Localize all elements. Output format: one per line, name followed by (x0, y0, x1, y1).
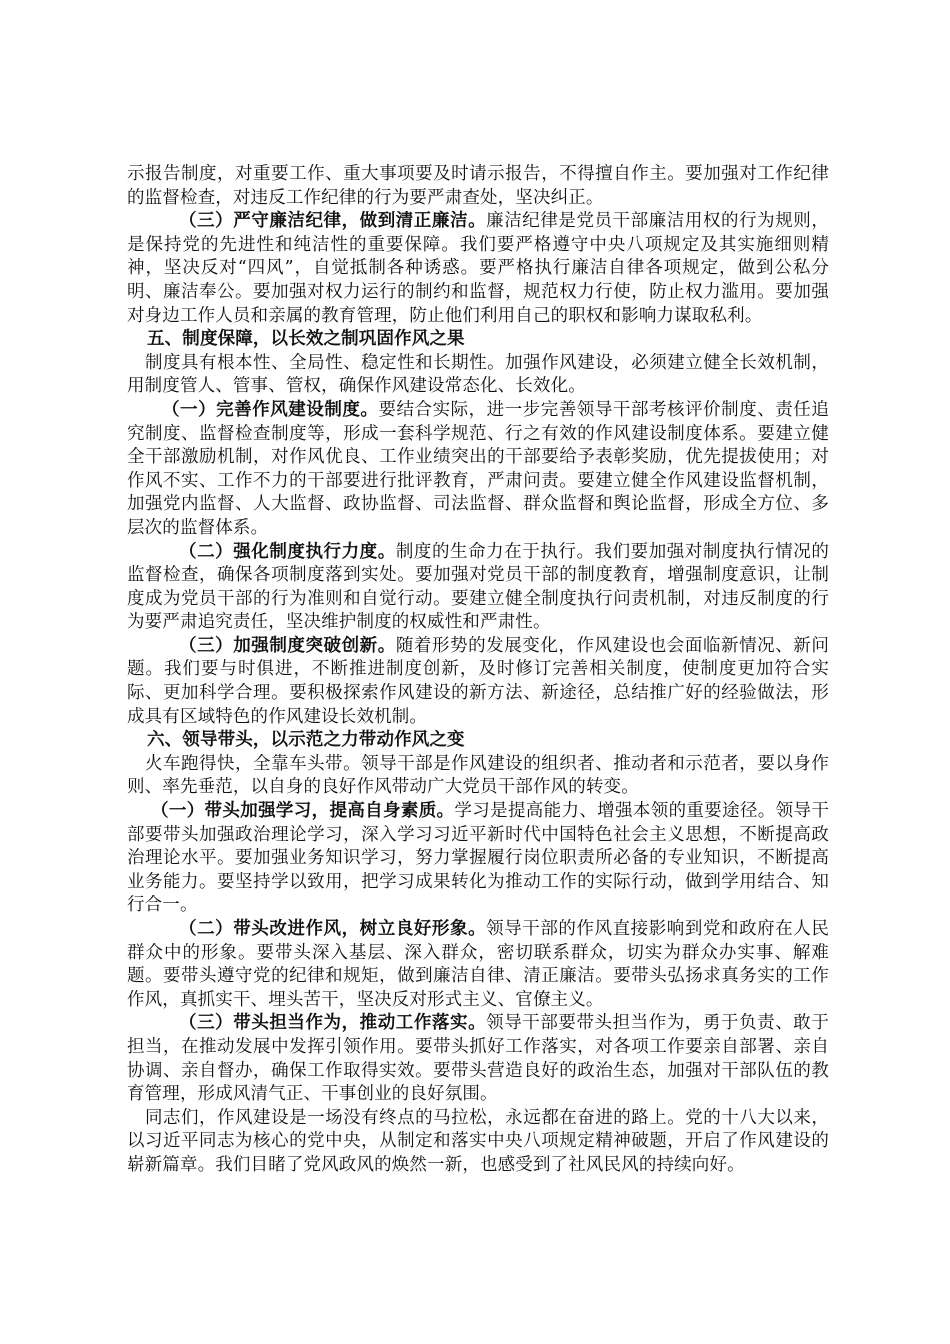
paragraph-lead: （一）带头加强学习，提高自身素质。 (151, 801, 455, 822)
paragraph (127, 399, 829, 541)
paragraph (127, 800, 829, 918)
paragraph-lead: （一）完善作风建设制度。 (162, 399, 379, 420)
paragraph (127, 1012, 829, 1106)
section-heading: 五、制度保障，以长效之制巩固作风之果 (147, 329, 465, 350)
paragraph (127, 918, 829, 1012)
paragraph-text: 学习是提高能力、增强本领的重要途径。领导干部要带头加强政治理论学习，深入学习习近平新时代中国特色社会主义思想，不断提高政治理论水平。要加强业务知识学习，努力掌握履行岗位职责所必备的专业知识，不断提高业务能力。要坚持学以致用，把学习成果转化为推动工作的实际行动，做到学用结合、知行合一。 (127, 801, 829, 916)
paragraph-text: 随着形势的发展变化，作风建设也会面临新情况、新问题。我们要与时俱进，不断推进制度创新，及时修订完善相关制度，使制度更加符合实际、更加科学合理。要积极探索作风建设的新方法、新途径，总结推广好的经验做法，形成具有区域特色的作风建设长效机制。 (127, 635, 829, 727)
paragraph-text: 要结合实际，进一步完善领导干部考核评价制度、责任追究制度、监督检查制度等，形成一套科学规范、行之有效的作风建设制度体系。要建立健全干部激励机制，对作风优良、工作业绩突出的干部要给予表彰奖励，优先提拔使用；对作风不实、工作不力的干部要进行批评教育，严肃问责。要建立健全作风建设监督机制，加强党内监督、人大监督、政协监督、司法监督、群众监督和舆论监督，形成全方位、多层次的监督体系。 (127, 399, 829, 538)
paragraph-lead: （三）严守廉洁纪律，做到清正廉洁。 (179, 211, 487, 232)
paragraph-text: 领导干部要带头担当作为，勇于负责、敢于担当，在推动发展中发挥引领作用。要带头抓好工作落实，对各项工作要亲自部署、亲自协调、亲自督办，确保工作取得实效。要带头营造良好的政治生态，加强对干部队伍的教育管理，形成风清气正、干事创业的良好氛围。 (127, 1013, 829, 1105)
paragraph-lead: （二）带头改进作风，树立良好形象。 (179, 919, 487, 939)
paragraph: 制度具有根本性、全局性、稳定性和长期性。加强作风建设，必须建立健全长效机制，用制度管人、管事、管权，确保作风建设常态化、长效化。 (127, 352, 829, 397)
paragraph-text: 廉洁纪律是党员干部廉洁用权的行为规则，是保持党的先进性和纯洁性的重要保障。我们要严格遵守中央八项规定及其实施细则精神，坚决反对“四风”，自觉抵制各种诱惑。要严格执行廉洁自律各项规定，做到公私分明、廉洁奉公。要加强对权力运行的制约和监督，规范权力行使，防止权力滥用。要加强对身边工作人员和亲属的教育管理，防止他们利用自己的职权和影响力谋取私利。 (127, 211, 829, 326)
paragraph-lead: （三）带头担当作为，推动工作落实。 (179, 1013, 487, 1034)
paragraph (127, 635, 829, 729)
document-body (127, 163, 829, 1178)
paragraph (127, 210, 829, 328)
paragraph: 示报告制度，对重要工作、重大事项要及时请示报告，不得擅自作主。要加强对工作纪律的监督检查，对违反工作纪律的行为要严肃查处，坚决纠正。 (127, 164, 829, 208)
paragraph-lead: （三）加强制度突破创新。 (179, 635, 396, 656)
paragraph (127, 541, 829, 635)
paragraph: 火车跑得快，全靠车头带。领导干部是作风建设的组织者、推动者和示范者，要以身作则、率先垂范，以自身的良好作风带动广大党员干部作风的转变。 (127, 753, 829, 798)
paragraph-text: 领导干部的作风直接影响到党和政府在人民群众中的形象。要带头深入基层、深入群众，密切联系群众，切实为群众办实事、解难题。要带头遵守党的纪律和规矩，做到廉洁自律、清正廉洁。要带头弘扬求真务实的工作作风，真抓实干、埋头苦干，坚决反对形式主义、官僚主义。 (127, 919, 829, 1010)
paragraph: 同志们，作风建设是一场没有终点的马拉松，永远都在奋进的路上。党的十八大以来，以习近平同志为核心的党中央，从制定和落实中央八项规定精神破题，开启了作风建设的崭新篇章。我们目睹了党风政风的焕然一新，也感受到了社风民风的持续向好。 (127, 1107, 829, 1175)
section-heading: 六、领导带头，以示范之力带动作风之变 (147, 730, 465, 751)
paragraph-lead: （二）强化制度执行力度。 (179, 541, 396, 562)
paragraph-text: 制度的生命力在于执行。我们要加强对制度执行情况的监督检查，确保各项制度落到实处。要加强对党员干部的制度教育，增强制度意识，让制度成为党员干部的行为准则和自觉行动。要建立健全制度执行问责机制，对违反制度的行为要严肃追究责任，坚决维护制度的权威性和严肃性。 (127, 541, 829, 633)
